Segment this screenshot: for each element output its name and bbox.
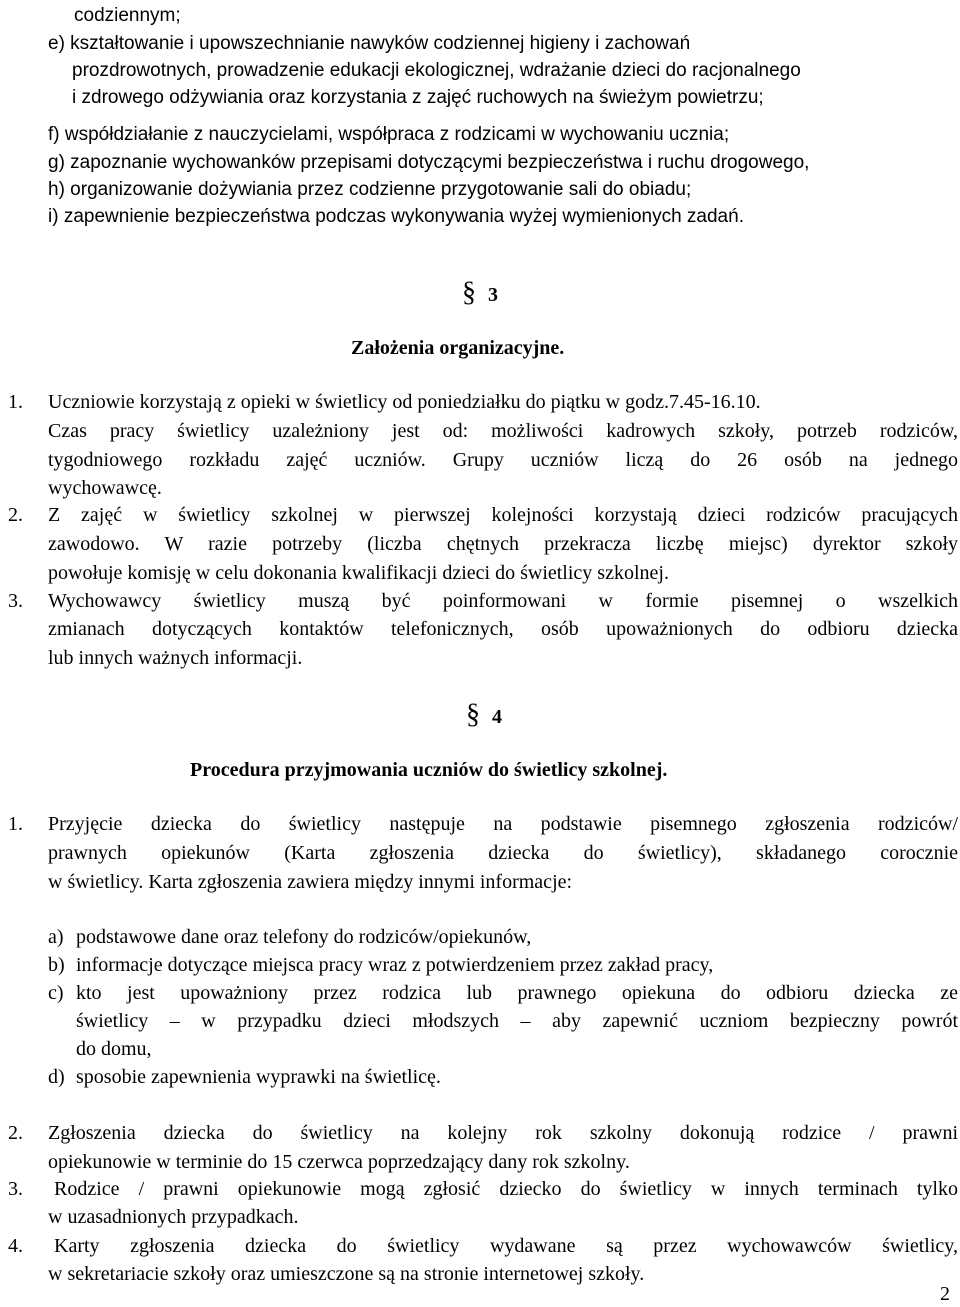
section-3-title: Założenia organizacyjne. — [351, 337, 565, 359]
sublist-label: d) — [48, 1066, 65, 1088]
section-4-title: Procedura przyjmowania uczniów do świetlicy szkolnej. — [190, 759, 668, 781]
list-item-e-line2: prozdrowotnych, prowadzenie edukacji ekologicznej, wdrażanie dzieci do racjonalnego — [72, 60, 801, 81]
list-item-f: f) współdziałanie z nauczycielami, współpraca z rodzicami w wychowaniu ucznia; — [48, 124, 730, 145]
item-text: lub innych ważnych informacji. — [48, 647, 303, 669]
item-text: w uzasadnionych przypadkach. — [48, 1206, 299, 1228]
paragraph-symbol: § — [462, 277, 476, 308]
list-item-e: e) kształtowanie i upowszechnianie nawyków codziennej higieny i zachowań — [48, 33, 691, 54]
item-text: Karty zgłoszenia dziecka do świetlicy wydawane są przez wychowawców świetlicy, — [54, 1235, 958, 1257]
section-4-heading — [466, 700, 502, 732]
item-text: wychowawcę. — [48, 477, 162, 499]
sublist-text: sposobie zapewnienia wyprawki na świetlicę. — [76, 1066, 441, 1088]
item-text: zawodowo. W razie potrzeby (liczba chętnych przekracza liczbę miejsc) dyrektor szkoły — [48, 533, 958, 555]
list-item-h: h) organizowanie dożywiania przez codzienne przygotowanie sali do obiadu; — [48, 179, 692, 200]
item-text: zmianach dotyczących kontaktów telefonicznych, osób upoważnionych do odbioru dziecka — [48, 618, 958, 640]
item-number: 4. — [8, 1235, 23, 1257]
list-item-g: g) zapoznanie wychowanków przepisami dotyczącymi bezpieczeństwa i ruchu drogowego, — [48, 152, 810, 173]
item-number: 1. — [8, 391, 23, 413]
list-item-i: i) zapewnienie bezpieczeństwa podczas wykonywania wyżej wymienionych zadań. — [48, 206, 744, 227]
section-number: 4 — [492, 706, 502, 728]
sublist-text: świetlicy – w przypadku dzieci młodszych – aby zapewnić uczniom bezpieczny powrót — [76, 1010, 958, 1032]
item-text: tygodniowego rozkładu zajęć uczniów. Grupy uczniów liczą do 26 osób na jednego — [48, 449, 958, 471]
sublist-label: b) — [48, 954, 65, 976]
sublist-label: c) — [48, 982, 64, 1004]
sublist-text: kto jest upoważniony przez rodzica lub prawnego opiekuna do odbioru dziecka ze — [76, 982, 958, 1004]
item-text: Rodzice / prawni opiekunowie mogą zgłosić dziecko do świetlicy w innych terminach tylko — [54, 1178, 958, 1200]
section-3-heading — [462, 278, 498, 310]
sublist-text: informacje dotyczące miejsca pracy wraz z potwierdzeniem przez zakład pracy, — [76, 954, 714, 976]
item-number: 3. — [8, 1178, 23, 1200]
item-text: Zgłoszenia dziecka do świetlicy na kolejny rok szkolny dokonują rodzice / prawni — [48, 1122, 958, 1144]
item-number: 1. — [8, 813, 23, 835]
item-text: Wychowawcy świetlicy muszą być poinformowani w formie pisemnej o wszelkich — [48, 590, 958, 612]
item-text: opiekunowie w terminie do 15 czerwca poprzedzający dany rok szkolny. — [48, 1151, 630, 1173]
item-number: 2. — [8, 504, 23, 526]
item-text: Z zajęć w świetlicy szkolnej w pierwszej kolejności korzystają dzieci rodziców pracujących — [48, 504, 958, 526]
item-text: Przyjęcie dziecka do świetlicy następuje na podstawie pisemnego zgłoszenia rodziców/ — [48, 813, 958, 835]
section-number: 3 — [488, 284, 498, 306]
item-number: 2. — [8, 1122, 23, 1144]
page-number: 2 — [940, 1283, 950, 1305]
list-continuation: codziennym; — [74, 5, 181, 26]
item-text: w sekretariacie szkoły oraz umieszczone są na stronie internetowej szkoły. — [48, 1263, 645, 1285]
item-text: Uczniowie korzystają z opieki w świetlicy od poniedziałku do piątku w godz.7.45-16.10. — [48, 391, 761, 413]
item-number: 3. — [8, 590, 23, 612]
list-item-e-line3: i zdrowego odżywiania oraz korzystania z zajęć ruchowych na świeżym powietrzu; — [72, 87, 764, 108]
item-text: prawnych opiekunów (Karta zgłoszenia dziecka do świetlicy), składanego corocznie — [48, 842, 958, 864]
item-text: Czas pracy świetlicy uzależniony jest od: możliwości kadrowych szkoły, potrzeb rodziców, — [48, 420, 958, 442]
item-text: w świetlicy. Karta zgłoszenia zawiera między innymi informacje: — [48, 871, 573, 893]
sublist-label: a) — [48, 926, 64, 948]
item-text: powołuje komisję w celu dokonania kwalifikacji dzieci do świetlicy szkolnej. — [48, 562, 669, 584]
paragraph-symbol: § — [466, 699, 480, 730]
sublist-text: podstawowe dane oraz telefony do rodziców/opiekunów, — [76, 926, 532, 948]
sublist-text: do domu, — [76, 1038, 152, 1060]
